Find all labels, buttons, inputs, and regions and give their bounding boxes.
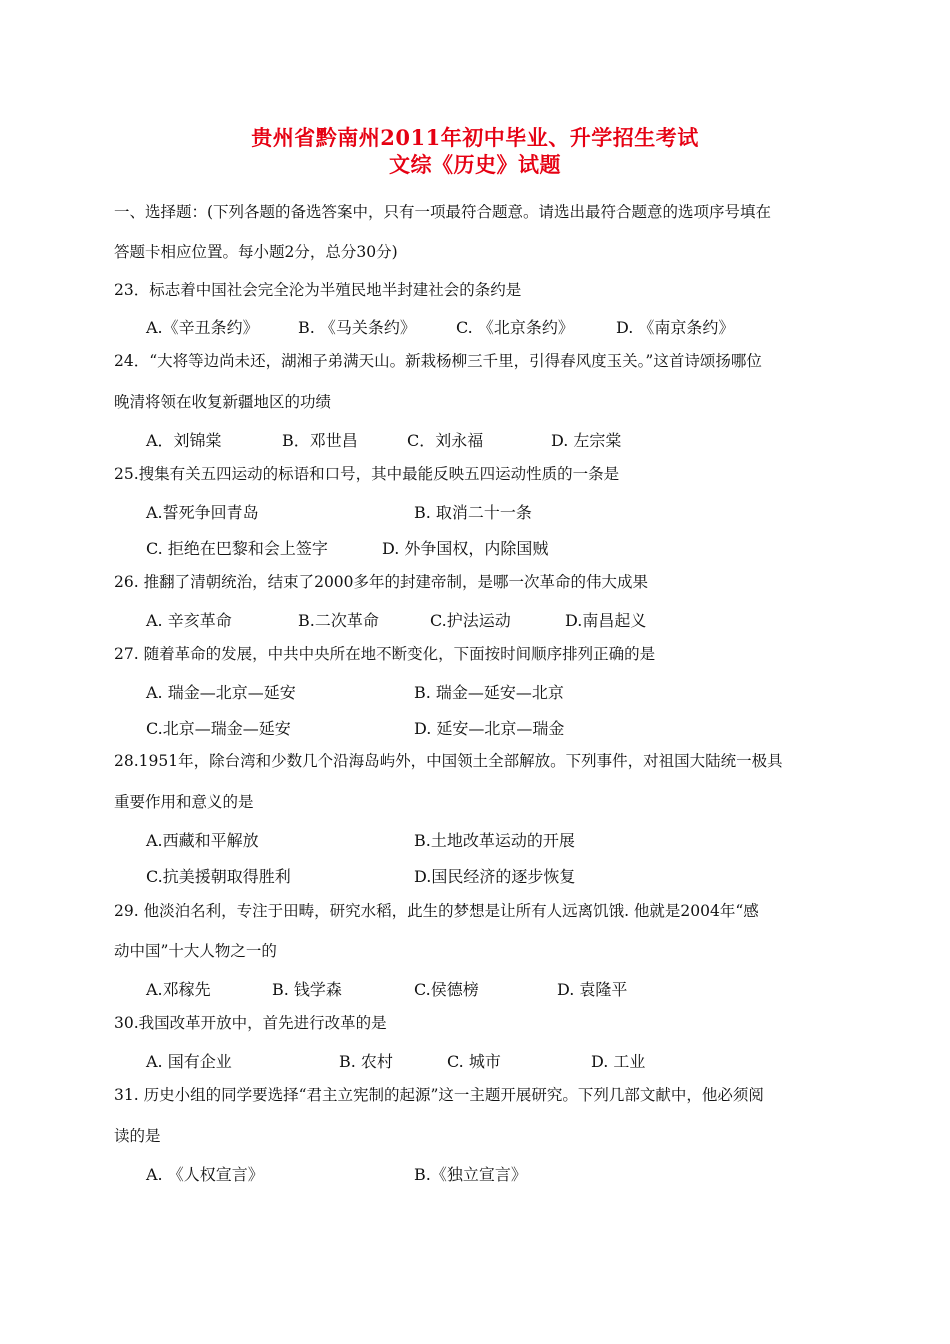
title-line-2: 文综《历史》试题 — [389, 152, 561, 177]
option-a: A. 瑞金—北京—延安 — [146, 683, 296, 702]
question-stem: 27. 随着革命的发展，中共中央所在地不断变化，下面按时间顺序排列正确的是 — [114, 645, 656, 663]
option-d: D. 袁隆平 — [557, 980, 628, 999]
option-a: A.誓死争回青岛 — [146, 503, 259, 522]
question-stem: 31. 历史小组的同学要选择“君主立宪制的起源”这一主题开展研究。下列几部文献中，他必须阅 — [114, 1086, 764, 1104]
option-b: B.《独立宣言》 — [414, 1165, 527, 1184]
question-stem-cont: 读的是 — [114, 1127, 161, 1145]
option-c: C. 《北京条约》 — [456, 318, 574, 337]
option-c: C.抗美援朝取得胜利 — [146, 867, 291, 886]
option-d: D. 工业 — [591, 1052, 646, 1071]
section-heading-line-2: 答题卡相应位置。每小题2分，总分30分) — [114, 243, 398, 261]
section-heading-line-1: 一、选择题：(下列各题的备选答案中，只有一项最符合题意。请选出最符合题意的选项序号填在 — [114, 203, 772, 221]
option-b: B. 农村 — [339, 1052, 393, 1071]
option-b: B. 瑞金—延安—北京 — [414, 683, 564, 702]
option-b: B. 取消二十一条 — [414, 503, 532, 522]
option-a: A. 《人权宣言》 — [146, 1165, 264, 1184]
option-a: A. 国有企业 — [146, 1052, 232, 1071]
question-stem: 25.搜集有关五四运动的标语和口号，其中最能反映五四运动性质的一条是 — [114, 465, 620, 483]
option-c: C. 城市 — [447, 1052, 501, 1071]
option-c: C．刘永福 — [407, 431, 484, 450]
option-c: C.北京—瑞金—延安 — [146, 719, 291, 738]
option-b: B. 《马关条约》 — [298, 318, 416, 337]
option-b: B.二次革命 — [298, 611, 379, 630]
option-c: C.护法运动 — [430, 611, 511, 630]
option-a: A. 辛亥革命 — [146, 611, 232, 630]
question-stem: 30.我国改革开放中，首先进行改革的是 — [114, 1014, 387, 1032]
option-d: D. 《南京条约》 — [616, 318, 735, 337]
question-stem: 26. 推翻了清朝统治，结束了2000多年的封建帝制，是哪一次革命的伟大成果 — [114, 573, 649, 591]
option-a: A.西藏和平解放 — [146, 831, 259, 850]
question-stem: 29. 他淡泊名利，专注于田畴，研究水稻，此生的梦想是让所有人远离饥饿. 他就是2004年“感 — [114, 902, 759, 920]
question-stem: 24．“大将等边尚未还，湖湘子弟满天山。新栽杨柳三千里，引得春风度玉关。”这首诗颂扬哪位 — [114, 352, 762, 370]
option-a: A.邓稼先 — [146, 980, 211, 999]
option-d: D.南昌起义 — [565, 611, 647, 630]
option-c: C. 拒绝在巴黎和会上签字 — [146, 539, 328, 558]
question-stem: 28.1951年，除台湾和少数几个沿海岛屿外，中国领土全部解放。下列事件，对祖国大陆统一极具 — [114, 752, 783, 770]
title-line-1: 贵州省黔南州2011年初中毕业、升学招生考试 — [251, 125, 699, 150]
option-d: D. 延安—北京—瑞金 — [414, 719, 565, 738]
question-stem-cont: 重要作用和意义的是 — [114, 793, 254, 811]
question-stem: 23．标志着中国社会完全沦为半殖民地半封建社会的条约是 — [114, 281, 522, 299]
option-b: B. 钱学森 — [272, 980, 342, 999]
option-a: A.《辛丑条约》 — [146, 318, 259, 337]
option-d: D.国民经济的逐步恢复 — [414, 867, 576, 886]
option-d: D. 左宗棠 — [551, 431, 622, 450]
option-b: B.土地改革运动的开展 — [414, 831, 575, 850]
question-stem-cont: 晚清将领在收复新疆地区的功绩 — [114, 393, 332, 411]
option-d: D. 外争国权，内除国贼 — [382, 539, 549, 558]
question-stem-cont: 动中国”十大人物之一的 — [114, 942, 277, 960]
option-a: A．刘锦棠 — [146, 431, 222, 450]
option-b: B．邓世昌 — [282, 431, 358, 450]
option-c: C.侯德榜 — [414, 980, 479, 999]
